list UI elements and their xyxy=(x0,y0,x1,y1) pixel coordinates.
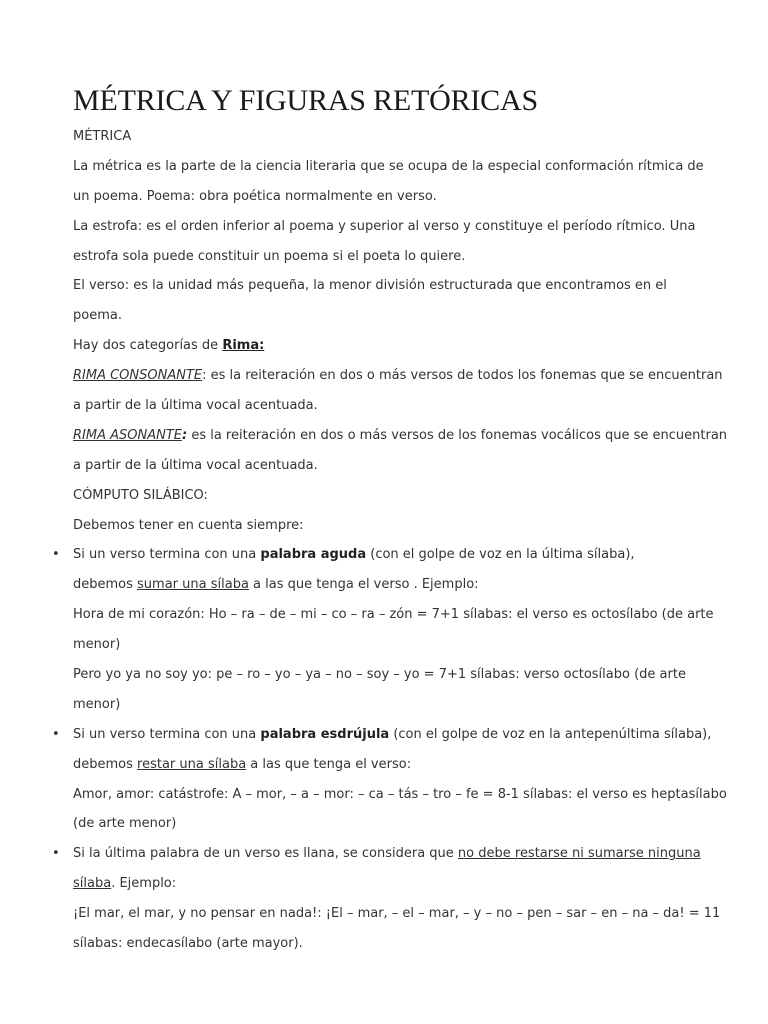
text-run: Si un verso termina con una xyxy=(73,547,261,563)
bullet-item-llana xyxy=(73,839,708,869)
paragraph-line: Debemos tener en cuenta siempre: xyxy=(73,517,304,533)
paragraph-line: Hora de mi corazón: Ho – ra – de – mi – co – ra – zón = 7+1 sílabas: el verso es octosílabo (de arte xyxy=(73,607,714,623)
text-run: a las que tenga el verso: xyxy=(246,756,412,772)
paragraph-line: La estrofa: es el orden inferior al poema y superior al verso y constituye el período rítmico. Una xyxy=(73,218,696,234)
paragraph-line: a partir de la última vocal acentuada. xyxy=(73,457,318,473)
paragraph-line: Pero yo ya no soy yo: pe – ro – yo – ya – no – soy – yo = 7+1 sílabas: verso octosílabo (de arte xyxy=(73,667,686,683)
text-run: . Ejemplo: xyxy=(111,876,177,892)
rima-asonante-term: RIMA ASONANTE xyxy=(73,427,182,443)
paragraph-line xyxy=(73,421,728,451)
paragraph-line xyxy=(73,361,723,391)
rima-term: Rima: xyxy=(222,338,265,354)
text-run: debemos xyxy=(73,577,138,593)
paragraph-line: un poema. Poema: obra poética normalmente en verso. xyxy=(73,188,437,204)
page-title: MÉTRICA Y FIGURAS RETÓRICAS xyxy=(73,84,538,117)
paragraph-line xyxy=(73,331,708,361)
underlined-term: sílaba xyxy=(73,876,112,892)
bullet-item-esdrujula xyxy=(73,720,712,750)
paragraph-line: La métrica es la parte de la ciencia literaria que se ocupa de la especial conformación rítmica de xyxy=(73,158,704,174)
paragraph-line xyxy=(73,869,708,899)
section-heading-metrica: MÉTRICA xyxy=(73,129,132,144)
rima-consonante-term: RIMA CONSONANTE xyxy=(73,368,203,384)
section-heading-computo: CÓMPUTO SILÁBICO: xyxy=(73,487,208,503)
text-run: debemos xyxy=(73,756,138,772)
paragraph-line: Amor, amor: catástrofe: A – mor, – a – mor: – ca – tás – tro – fe = 8-1 sílabas: el verso es heptasílabo xyxy=(73,786,727,802)
bullet-item-aguda xyxy=(73,540,708,570)
paragraph-line: estrofa sola puede constituir un poema si el poeta lo quiere. xyxy=(73,248,466,264)
paragraph-line: poema. xyxy=(73,308,122,324)
text-run: a las que tenga el verso . Ejemplo: xyxy=(248,577,479,593)
underlined-term: sumar una sílaba xyxy=(137,577,249,593)
text-run: Hay dos categorías de xyxy=(73,338,223,354)
underlined-term: no debe restarse ni sumarse ninguna xyxy=(457,846,701,862)
text-run: es la reiteración en dos o más versos de los fonemas vocálicos que se encuentran xyxy=(187,427,728,443)
text-run: (con el golpe de voz en la última sílaba), xyxy=(366,547,635,563)
bold-term: palabra esdrújula xyxy=(260,726,390,742)
paragraph-line xyxy=(73,570,708,600)
underlined-term: restar una sílaba xyxy=(137,756,247,772)
paragraph-line xyxy=(73,750,708,780)
paragraph-line: sílabas: endecasílabo (arte mayor). xyxy=(73,936,303,952)
paragraph-line: (de arte menor) xyxy=(73,816,177,832)
paragraph-line: menor) xyxy=(73,696,121,712)
document-body xyxy=(73,122,728,959)
text-run: Si la última palabra de un verso es llana, se considera que xyxy=(73,846,458,862)
text-run: Si un verso termina con una xyxy=(73,726,261,742)
colon: : xyxy=(181,427,188,443)
paragraph-line: menor) xyxy=(73,637,121,653)
bold-term: palabra aguda xyxy=(260,547,367,563)
text-run: : es la reiteración en dos o más versos de todos los fonemas que se encuentran xyxy=(202,368,723,384)
paragraph-line: ¡El mar, el mar, y no pensar en nada!: ¡El – mar, – el – mar, – y – no – pen – sar – en – na – da! = 11 xyxy=(73,906,721,922)
text-run: (con el golpe de voz en la antepenúltima sílaba), xyxy=(389,726,712,742)
paragraph-line: a partir de la última vocal acentuada. xyxy=(73,398,318,414)
paragraph-line: El verso: es la unidad más pequeña, la menor división estructurada que encontramos en el xyxy=(73,278,667,294)
